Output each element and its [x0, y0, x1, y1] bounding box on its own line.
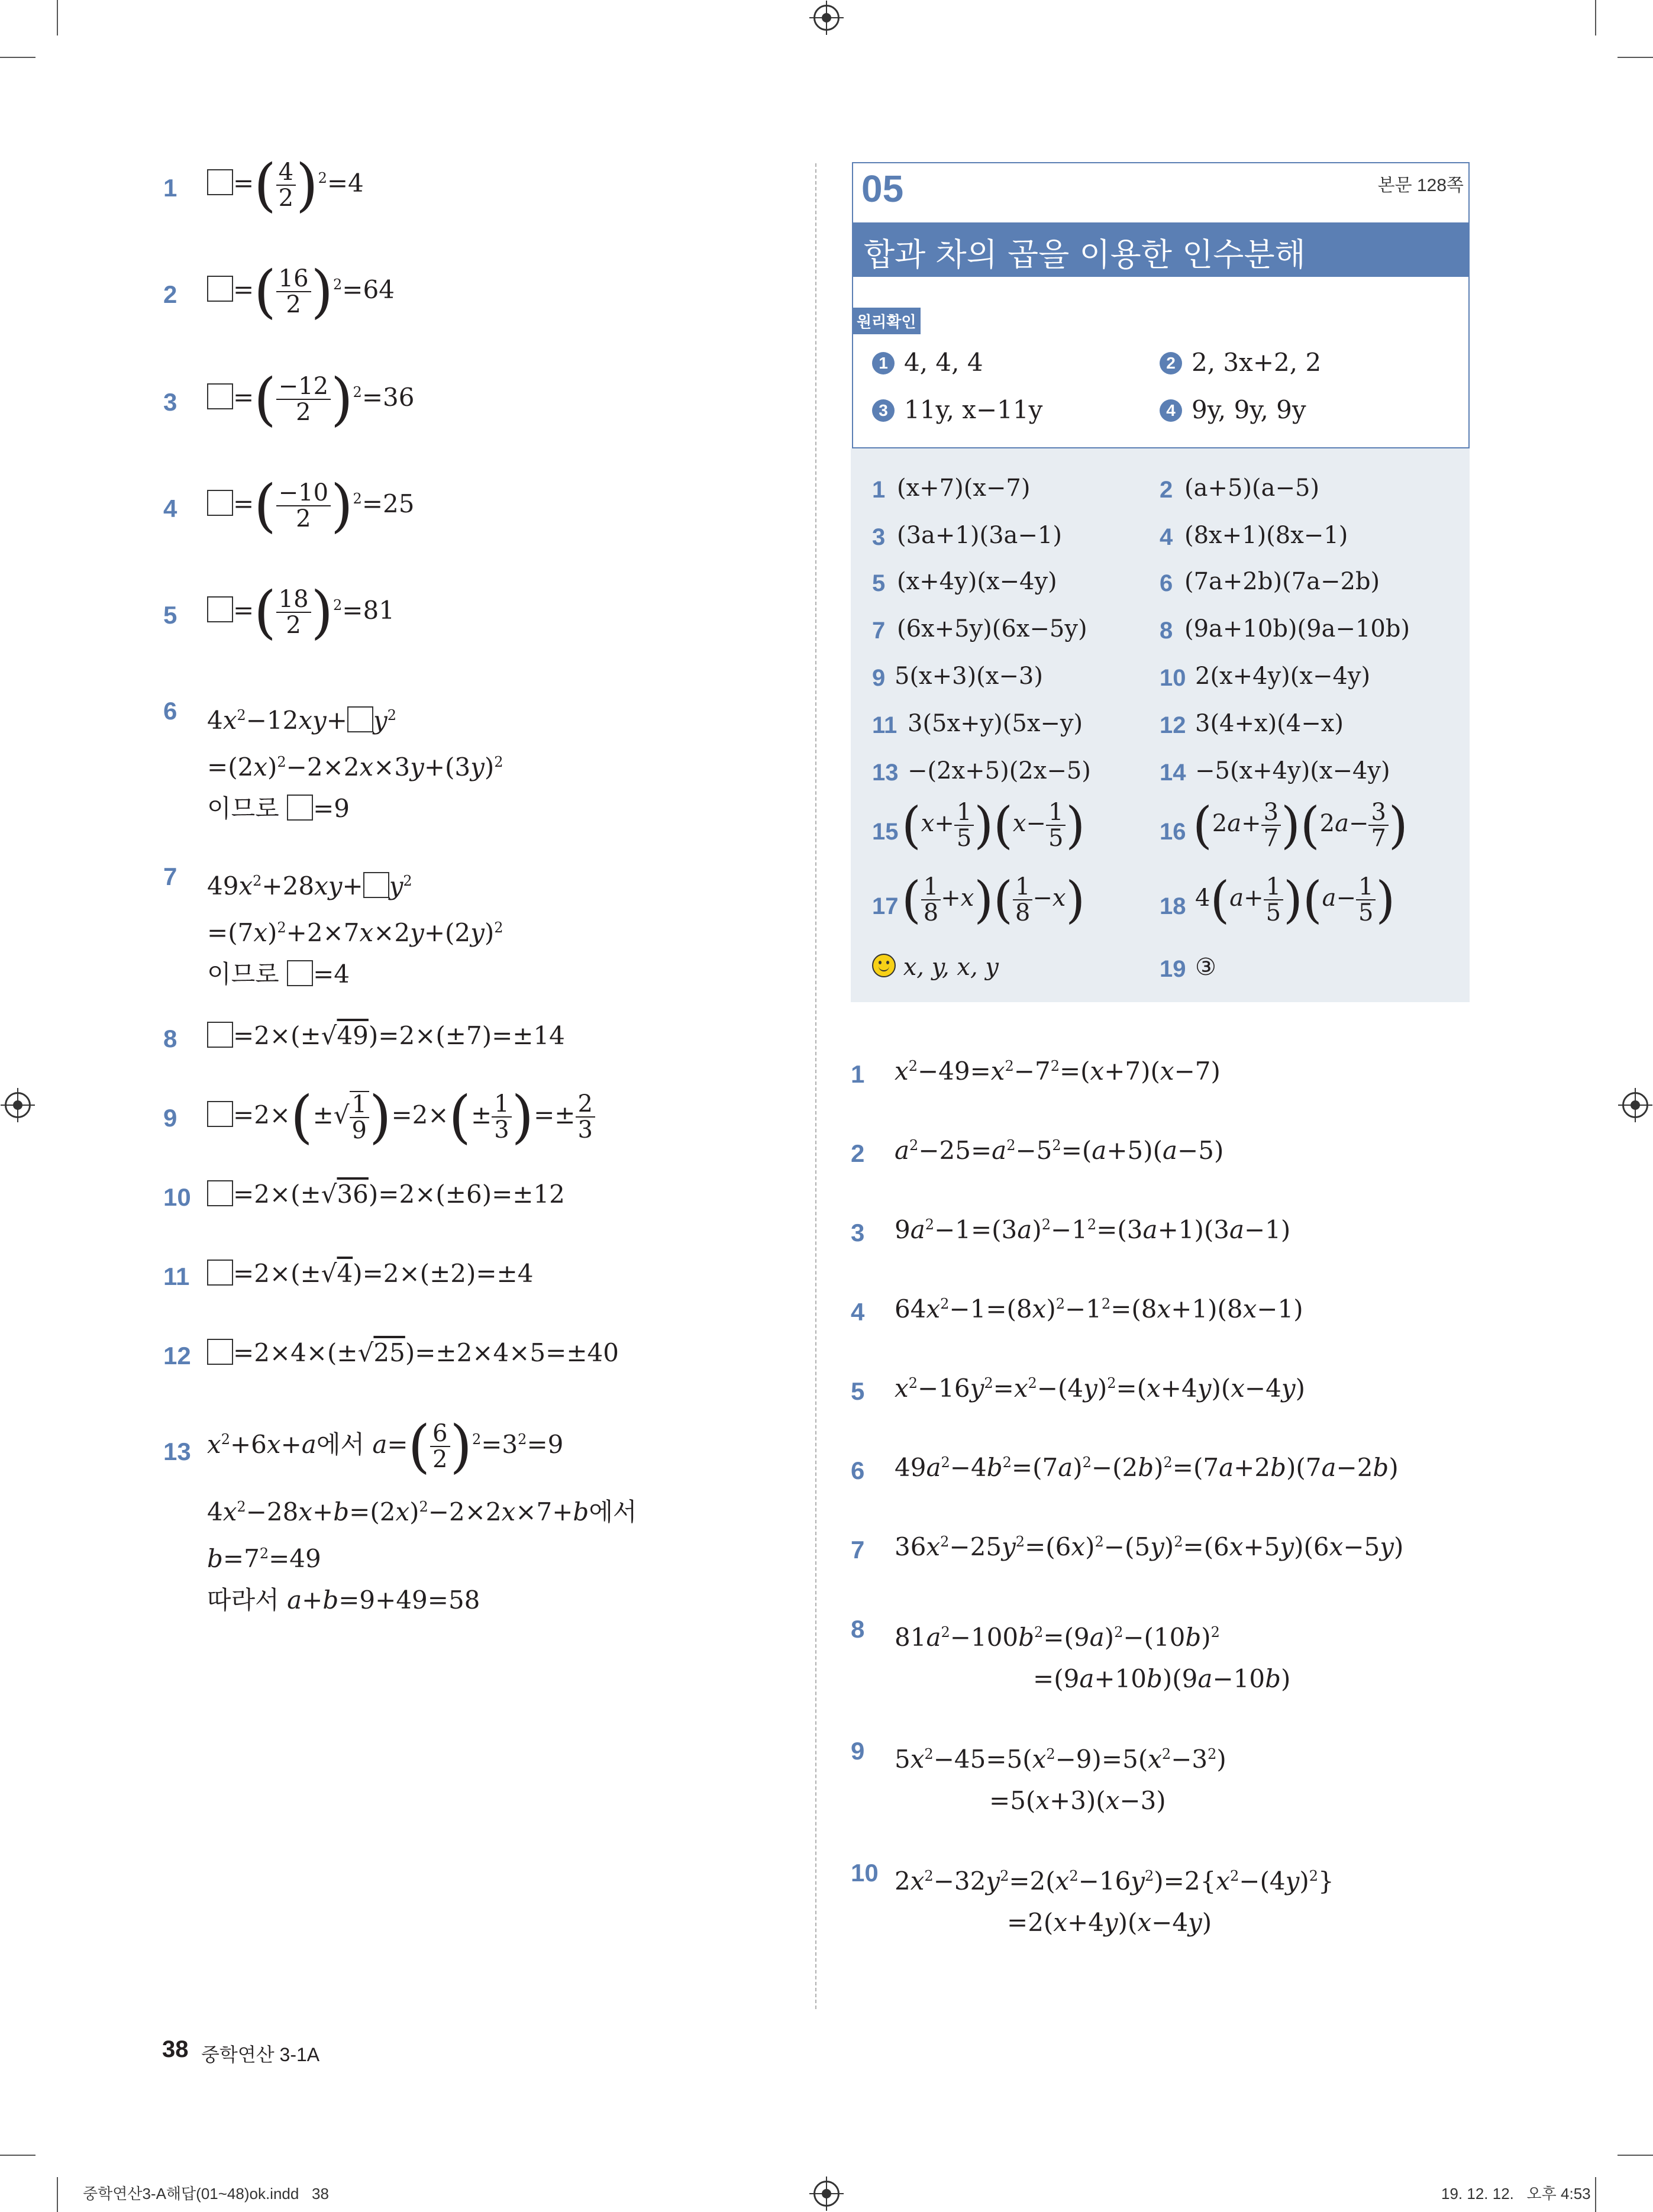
item-number: 4	[163, 495, 177, 522]
registration-mark-icon	[5, 1092, 31, 1118]
item-number: 6	[851, 1457, 865, 1484]
item-number: 10	[851, 1859, 879, 1887]
solution-13-line2: $4x^2-28x+b=(2x)^2-2\times 2x\times 7+b$에서 $b=7^2=49$ 따라서 a+b=9+49=58	[207, 1497, 637, 1614]
item-number: 2	[163, 280, 177, 308]
smile-answer: x, y, x, y	[872, 954, 999, 981]
item-number: 9	[163, 1104, 177, 1132]
answer-text: (3a+1)(3a−1)	[897, 522, 1062, 549]
korean-text: 에서	[316, 1430, 364, 1458]
answer-number: 13	[872, 760, 899, 786]
answer-number: 4	[1160, 524, 1173, 550]
answer-text: 5(x+3)(x−3)	[895, 663, 1043, 690]
korean-text: 따라서	[207, 1586, 279, 1614]
smile-icon	[872, 954, 896, 977]
r-solution-2: $a^2-25=a^2-5^2=(a+5)(a-5)$	[895, 1136, 1224, 1165]
book-title: 중학연산 3-1A	[201, 2044, 320, 2065]
answer-text: 2(x+4y)(x−4y)	[1195, 663, 1371, 690]
principle-badge: 원리확인	[852, 308, 921, 334]
item-number: 1	[851, 1060, 865, 1088]
solution-10: =2×(±√36)=2×(±6)=±12	[207, 1180, 565, 1209]
timestamp: 19. 12. 12. 오후 4:53	[1441, 2185, 1591, 2203]
answer-number: 9	[872, 665, 886, 691]
item-number: 11	[163, 1262, 190, 1290]
korean-text: 이므로	[207, 960, 279, 988]
circled-number-icon: 4	[1160, 399, 1182, 422]
r-solution-4: $64x^2-1=(8x)^2-1^2=(8x+1)(8x-1)$	[895, 1294, 1303, 1323]
page-reference: 본문 128쪽	[1377, 176, 1464, 195]
answer-number: 16	[1160, 819, 1186, 845]
circled-number-icon: 1	[872, 352, 895, 374]
answer-text: (a+5)(a−5)	[1184, 474, 1320, 502]
item-number: 5	[163, 601, 177, 629]
principle-2: 2 2, 3x+2, 2	[1160, 348, 1321, 377]
answer-number: 2	[1160, 477, 1173, 503]
registration-mark-icon	[1622, 1092, 1648, 1118]
principle-4: 4 9y, 9y, 9y	[1160, 395, 1306, 424]
file-name: 중학연산3-A해답(01~48)ok.indd 38	[83, 2185, 329, 2203]
item-number: 12	[163, 1342, 191, 1370]
section-title: 합과 차의 곱을 이용한 인수분해	[852, 222, 1470, 277]
answer-number: 5	[872, 570, 886, 596]
r-solution-10: $2x^2-32y^2=2(x^2-16y^2)=2\{x^2-(4y)^2\}$ =2(x+4y)(x−4y)	[895, 1867, 1334, 1937]
solution-2: =( $\frac{16}{2}$ )$^2$=64	[207, 266, 395, 317]
crop-mark	[1595, 2177, 1596, 2212]
principle-3: 3 11y, x−11y	[872, 395, 1042, 424]
column-divider	[815, 163, 816, 2009]
solution-8: =2×(±√49)=2×(±7)=±14	[207, 1021, 565, 1050]
item-number: 7	[851, 1536, 865, 1564]
answer-number: 14	[1160, 760, 1186, 786]
answer-number: 7	[872, 618, 886, 644]
item-number: 3	[163, 388, 177, 416]
item-number: 3	[851, 1219, 865, 1247]
solution-7: $49x^2+28xy+ y^2$ $=(7x)^2+2\times 7x\times 2y+(2y)^2$ 이므로 =4	[207, 871, 503, 989]
answer-text: ( $\frac{1}{8}$ +x)( $\frac{1}{8}$ −x)	[902, 871, 1086, 929]
r-solution-6: $49a^2-4b^2=(7a)^2-(2b)^2=(7a+2b)(7a-2b)$	[895, 1453, 1399, 1482]
item-number: 6	[163, 697, 177, 725]
solution-11: =2×(±√4)=2×(±2)=±4	[207, 1259, 533, 1288]
answer-text: (7a+2b)(7a−2b)	[1184, 568, 1380, 595]
solution-6: $4x^2-12xy+ y^2$ $=(2x)^2-2\times 2x\times 3y+(3y)^2$ 이므로 =9	[207, 706, 503, 823]
solution-12: =2×4×(±√25)=±2×4×5=±40	[207, 1338, 619, 1367]
registration-mark-icon	[813, 2181, 840, 2207]
item-number: 9	[851, 1737, 865, 1765]
solution-13: $x^2+6x+a$에서 a=( $\frac{6}{2}$ )$^2=3^2=9$	[207, 1413, 564, 1480]
solution-9: =2×(±√ $\frac{1}{9}$ )=2×(± $\frac{1}{3}$ )=± $\frac{2}{3}$	[207, 1091, 595, 1143]
crop-mark	[1618, 2155, 1653, 2156]
r-solution-3: $9a^2-1=(3a)^2-1^2=(3a+1)(3a-1)$	[895, 1215, 1291, 1244]
item-number: 5	[851, 1377, 865, 1405]
answer-number: 19	[1160, 956, 1186, 982]
crop-mark	[1595, 0, 1596, 35]
item-number: 4	[851, 1298, 865, 1326]
circled-number-icon: 2	[1160, 352, 1182, 374]
answer-number: 8	[1160, 618, 1173, 644]
answer-number: 18	[1160, 893, 1186, 919]
item-number: 13	[163, 1438, 191, 1465]
item-number: 8	[851, 1615, 865, 1643]
item-number: 8	[163, 1025, 177, 1052]
item-number: 10	[163, 1183, 191, 1211]
answer-text: (8x+1)(8x−1)	[1184, 522, 1348, 549]
answer-number: 15	[872, 819, 899, 845]
solution-1: =( $\frac{4}{2}$ )$^2$=4	[207, 160, 364, 211]
registration-mark-icon	[813, 5, 840, 31]
answer-text: 3(4+x)(4−x)	[1195, 710, 1344, 737]
answer-text: (x+4y)(x−4y)	[897, 568, 1057, 595]
section-number: 05	[861, 167, 904, 210]
answer-number: 6	[1160, 570, 1173, 596]
answer-text: (2a+ $\frac{3}{7}$ )(2a− $\frac{3}{7}$ )	[1193, 796, 1408, 854]
answer-number: 1	[872, 477, 886, 503]
item-number: 7	[163, 863, 177, 890]
answer-text: ③	[1195, 954, 1216, 981]
crop-mark	[0, 2155, 35, 2156]
korean-text: 이므로	[207, 795, 279, 822]
answer-text: 3(5x+y)(5x−y)	[908, 710, 1083, 737]
answer-number: 11	[872, 712, 897, 738]
answer-text: (6x+5y)(6x−5y)	[897, 615, 1087, 642]
solution-5: =( $\frac{18}{2}$ )$^2$=81	[207, 587, 395, 638]
answer-number: 3	[872, 524, 886, 550]
answer-number: 12	[1160, 712, 1186, 738]
crop-mark	[0, 57, 35, 58]
item-number: 1	[163, 174, 177, 202]
answer-text: (x+7)(x−7)	[897, 474, 1031, 502]
answer-text: (x+ $\frac{1}{5}$ )(x− $\frac{1}{5}$ )	[902, 796, 1086, 854]
r-solution-1: $x^2-49=x^2-7^2=(x+7)(x-7)$	[895, 1057, 1221, 1086]
answer-number: 17	[872, 893, 899, 919]
solution-3: =( $\frac{-12}{2}$ )$^2$=36	[207, 374, 414, 425]
answer-text: −(2x+5)(2x−5)	[908, 757, 1091, 784]
crop-mark	[57, 2177, 58, 2212]
answer-text: (9a+10b)(9a−10b)	[1184, 615, 1410, 642]
page-number: 38	[162, 2036, 189, 2062]
r-solution-7: $36x^2-25y^2=(6x)^2-(5y)^2=(6x+5y)(6x-5y)$	[895, 1532, 1404, 1561]
r-solution-9: $5x^2-45=5(x^2-9)=5(x^2-3^2)$ =5(x+3)(x−3)	[895, 1745, 1226, 1815]
answer-text: −5(x+4y)(x−4y)	[1195, 757, 1390, 784]
principle-1: 1 4, 4, 4	[872, 348, 983, 377]
answer-text: 4(a+ $\frac{1}{5}$ )(a− $\frac{1}{5}$ )	[1195, 871, 1396, 929]
r-solution-5: $x^2-16y^2=x^2-(4y)^2=(x+4y)(x-4y)$	[895, 1374, 1305, 1403]
solution-4: =( $\frac{-10}{2}$ )$^2$=25	[207, 480, 414, 531]
circled-number-icon: 3	[872, 399, 895, 422]
crop-mark	[57, 0, 58, 35]
item-number: 2	[851, 1139, 865, 1167]
crop-mark	[1618, 57, 1653, 58]
answer-number: 10	[1160, 665, 1186, 691]
r-solution-8: $81a^2-100b^2=(9a)^2-(10b)^2$ =(9a+10b)(9a−10b)	[895, 1623, 1291, 1693]
korean-text: 에서	[589, 1498, 637, 1526]
